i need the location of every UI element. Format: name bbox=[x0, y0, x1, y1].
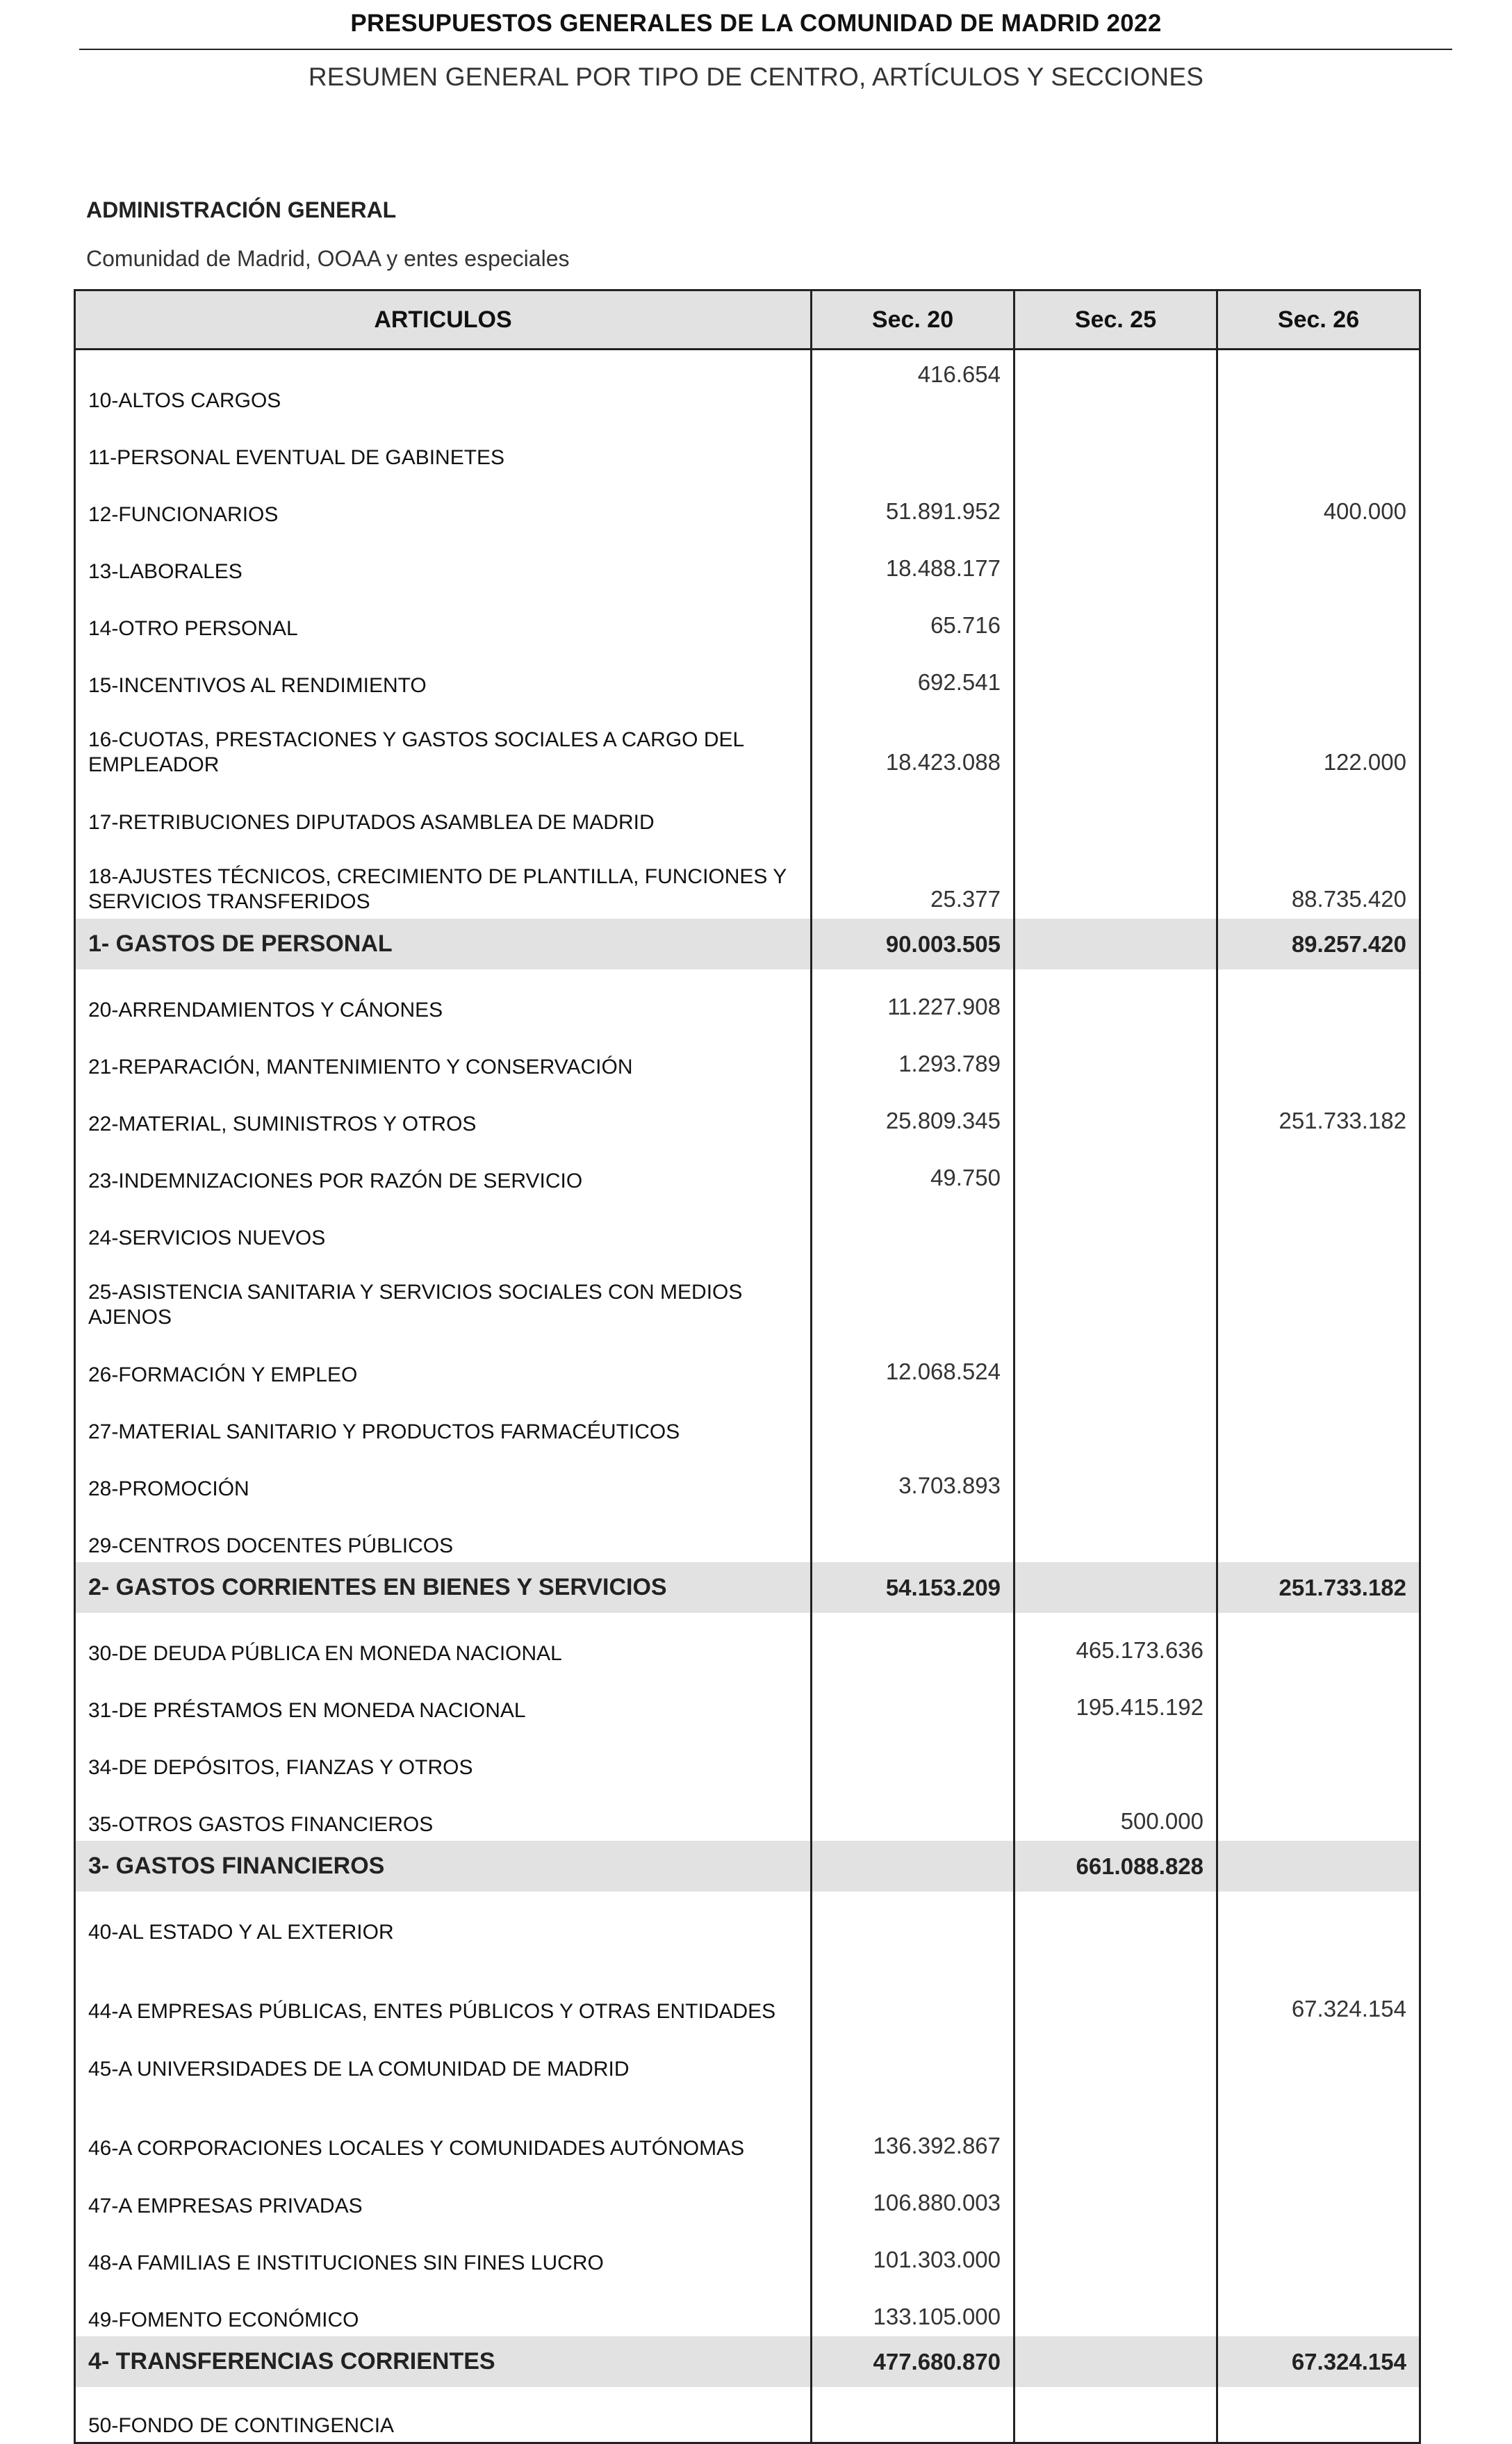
page-subtitle: RESUMEN GENERAL POR TIPO DE CENTRO, ARTÍCULOS Y SECCIONES bbox=[308, 63, 1204, 91]
table-row bbox=[75, 2028, 1420, 2085]
table-total-row bbox=[75, 919, 1420, 969]
cell-sec-25 bbox=[1014, 2028, 1217, 2085]
cell-sec-20: 3.703.893 bbox=[812, 1448, 1014, 1505]
cell-sec-20: 416.654 bbox=[812, 350, 1014, 418]
article-label: 20-ARRENDAMIENTOS Y CÁNONES bbox=[75, 969, 812, 1026]
cell-sec-26 bbox=[1217, 1727, 1420, 1784]
cell-sec-20: 133.105.000 bbox=[812, 2279, 1014, 2336]
table-row bbox=[75, 1254, 1420, 1334]
article-label: 31-DE PRÉSTAMOS EN MONEDA NACIONAL bbox=[75, 1670, 812, 1727]
cell-sec-26 bbox=[1217, 1254, 1420, 1334]
cell-sec-26 bbox=[1217, 1670, 1420, 1727]
cell-sec-25 bbox=[1014, 645, 1217, 702]
cell-sec-20: 49.750 bbox=[812, 1140, 1014, 1197]
article-label: 28-PROMOCIÓN bbox=[75, 1448, 812, 1505]
cell-sec-25 bbox=[1014, 1448, 1217, 1505]
article-label: 45-A UNIVERSIDADES DE LA COMUNIDAD DE MADRID bbox=[75, 2028, 812, 2085]
cell-sec-26 bbox=[1217, 350, 1420, 418]
cell-sec-26 bbox=[1217, 1197, 1420, 1254]
cell-sec-20 bbox=[812, 782, 1014, 839]
cell-sec-25 bbox=[1014, 1140, 1217, 1197]
total-label: 3- GASTOS FINANCIEROS bbox=[75, 1841, 812, 1892]
article-label: 50-FONDO DE CONTINGENCIA bbox=[75, 2387, 812, 2443]
table-row bbox=[75, 645, 1420, 702]
article-label: 49-FOMENTO ECONÓMICO bbox=[75, 2279, 812, 2336]
article-label: 10-ALTOS CARGOS bbox=[75, 350, 812, 418]
cell-sec-20: 1.293.789 bbox=[812, 1026, 1014, 1083]
cell-sec-26 bbox=[1217, 1505, 1420, 1562]
table-row bbox=[75, 1505, 1420, 1562]
cell-sec-26 bbox=[1217, 1841, 1420, 1892]
table-row bbox=[75, 350, 1420, 418]
article-label: 27-MATERIAL SANITARIO Y PRODUCTOS FARMACÉUTICOS bbox=[75, 1391, 812, 1448]
cell-sec-20: 18.488.177 bbox=[812, 531, 1014, 588]
cell-sec-26 bbox=[1217, 531, 1420, 588]
column-header-articulos: ARTICULOS bbox=[75, 290, 812, 350]
cell-sec-20: 477.680.870 bbox=[812, 2336, 1014, 2387]
section-heading: ADMINISTRACIÓN GENERAL bbox=[86, 197, 397, 222]
table-row bbox=[75, 1892, 1420, 1949]
cell-sec-26: 251.733.182 bbox=[1217, 1083, 1420, 1140]
table-row bbox=[75, 474, 1420, 531]
table-row bbox=[75, 531, 1420, 588]
cell-sec-20 bbox=[812, 1784, 1014, 1841]
cell-sec-26 bbox=[1217, 1140, 1420, 1197]
cell-sec-25 bbox=[1014, 2336, 1217, 2387]
article-label: 26-FORMACIÓN Y EMPLEO bbox=[75, 1334, 812, 1391]
cell-sec-25 bbox=[1014, 1254, 1217, 1334]
cell-sec-20 bbox=[812, 1670, 1014, 1727]
cell-sec-25 bbox=[1014, 2279, 1217, 2336]
cell-sec-26 bbox=[1217, 1448, 1420, 1505]
cell-sec-20: 51.891.952 bbox=[812, 474, 1014, 531]
article-label: 22-MATERIAL, SUMINISTROS Y OTROS bbox=[75, 1083, 812, 1140]
cell-sec-26 bbox=[1217, 1784, 1420, 1841]
cell-sec-26: 251.733.182 bbox=[1217, 1562, 1420, 1613]
cell-sec-20: 106.880.003 bbox=[812, 2165, 1014, 2222]
cell-sec-25 bbox=[1014, 1083, 1217, 1140]
table-row bbox=[75, 2085, 1420, 2165]
total-label: 1- GASTOS DE PERSONAL bbox=[75, 919, 812, 969]
cell-sec-26 bbox=[1217, 2222, 1420, 2279]
cell-sec-25: 195.415.192 bbox=[1014, 1670, 1217, 1727]
cell-sec-20: 25.377 bbox=[812, 839, 1014, 919]
article-label: 11-PERSONAL EVENTUAL DE GABINETES bbox=[75, 417, 812, 474]
cell-sec-26 bbox=[1217, 2165, 1420, 2222]
table-row bbox=[75, 702, 1420, 782]
table-row bbox=[75, 1140, 1420, 1197]
cell-sec-25 bbox=[1014, 1727, 1217, 1784]
cell-sec-20: 12.068.524 bbox=[812, 1334, 1014, 1391]
table-row bbox=[75, 1197, 1420, 1254]
section-subheading: Comunidad de Madrid, OOAA y entes especiales bbox=[86, 246, 570, 271]
cell-sec-20 bbox=[812, 1505, 1014, 1562]
table-row bbox=[75, 1613, 1420, 1670]
cell-sec-25 bbox=[1014, 782, 1217, 839]
cell-sec-20 bbox=[812, 1892, 1014, 1949]
cell-sec-20 bbox=[812, 1254, 1014, 1334]
page-title: PRESUPUESTOS GENERALES DE LA COMUNIDAD DE MADRID 2022 bbox=[350, 10, 1162, 37]
article-label: 30-DE DEUDA PÚBLICA EN MONEDA NACIONAL bbox=[75, 1613, 812, 1670]
cell-sec-26 bbox=[1217, 2028, 1420, 2085]
article-label: 35-OTROS GASTOS FINANCIEROS bbox=[75, 1784, 812, 1841]
cell-sec-20 bbox=[812, 2028, 1014, 2085]
table-row bbox=[75, 2222, 1420, 2279]
cell-sec-26: 400.000 bbox=[1217, 474, 1420, 531]
table-row bbox=[75, 1026, 1420, 1083]
cell-sec-26 bbox=[1217, 2387, 1420, 2443]
cell-sec-20 bbox=[812, 1197, 1014, 1254]
cell-sec-20 bbox=[812, 1613, 1014, 1670]
table-row bbox=[75, 417, 1420, 474]
table-row bbox=[75, 588, 1420, 645]
table-row bbox=[75, 1391, 1420, 1448]
cell-sec-26: 67.324.154 bbox=[1217, 1949, 1420, 2028]
cell-sec-20: 18.423.088 bbox=[812, 702, 1014, 782]
cell-sec-25 bbox=[1014, 350, 1217, 418]
cell-sec-20: 692.541 bbox=[812, 645, 1014, 702]
cell-sec-25 bbox=[1014, 474, 1217, 531]
table-row bbox=[75, 1083, 1420, 1140]
table-row bbox=[75, 782, 1420, 839]
cell-sec-20 bbox=[812, 1841, 1014, 1892]
cell-sec-25 bbox=[1014, 588, 1217, 645]
cell-sec-25 bbox=[1014, 702, 1217, 782]
table-row bbox=[75, 839, 1420, 919]
article-label: 16-CUOTAS, PRESTACIONES Y GASTOS SOCIALES A CARGO DEL EMPLEADOR bbox=[75, 702, 812, 782]
cell-sec-25 bbox=[1014, 1949, 1217, 2028]
table-row bbox=[75, 1448, 1420, 1505]
cell-sec-25 bbox=[1014, 1197, 1217, 1254]
table-row bbox=[75, 1949, 1420, 2028]
total-label: 2- GASTOS CORRIENTES EN BIENES Y SERVICIOS bbox=[75, 1562, 812, 1613]
column-header-sec-20: Sec. 20 bbox=[812, 290, 1014, 350]
article-label: 12-FUNCIONARIOS bbox=[75, 474, 812, 531]
cell-sec-25: 661.088.828 bbox=[1014, 1841, 1217, 1892]
cell-sec-26 bbox=[1217, 645, 1420, 702]
table-header-row bbox=[75, 290, 1420, 350]
cell-sec-20: 11.227.908 bbox=[812, 969, 1014, 1026]
cell-sec-25 bbox=[1014, 531, 1217, 588]
cell-sec-26: 122.000 bbox=[1217, 702, 1420, 782]
cell-sec-20 bbox=[812, 417, 1014, 474]
column-header-sec-25: Sec. 25 bbox=[1014, 290, 1217, 350]
table-row bbox=[75, 1670, 1420, 1727]
article-label: 17-RETRIBUCIONES DIPUTADOS ASAMBLEA DE MADRID bbox=[75, 782, 812, 839]
table-total-row bbox=[75, 1562, 1420, 1613]
cell-sec-25 bbox=[1014, 2387, 1217, 2443]
cell-sec-26 bbox=[1217, 1391, 1420, 1448]
article-label: 25-ASISTENCIA SANITARIA Y SERVICIOS SOCIALES CON MEDIOS AJENOS bbox=[75, 1254, 812, 1334]
cell-sec-20 bbox=[812, 1391, 1014, 1448]
cell-sec-25 bbox=[1014, 969, 1217, 1026]
cell-sec-20: 65.716 bbox=[812, 588, 1014, 645]
table-row bbox=[75, 1334, 1420, 1391]
cell-sec-25 bbox=[1014, 417, 1217, 474]
column-header-sec-26: Sec. 26 bbox=[1217, 290, 1420, 350]
cell-sec-26 bbox=[1217, 2085, 1420, 2165]
table-total-row bbox=[75, 2336, 1420, 2387]
cell-sec-20: 101.303.000 bbox=[812, 2222, 1014, 2279]
cell-sec-26 bbox=[1217, 588, 1420, 645]
cell-sec-25 bbox=[1014, 2085, 1217, 2165]
cell-sec-26: 89.257.420 bbox=[1217, 919, 1420, 969]
cell-sec-26 bbox=[1217, 969, 1420, 1026]
cell-sec-26 bbox=[1217, 782, 1420, 839]
table-row bbox=[75, 969, 1420, 1026]
cell-sec-25: 500.000 bbox=[1014, 1784, 1217, 1841]
table-row bbox=[75, 2279, 1420, 2336]
cell-sec-25 bbox=[1014, 1026, 1217, 1083]
cell-sec-25 bbox=[1014, 1391, 1217, 1448]
table-row bbox=[75, 1727, 1420, 1784]
article-label: 23-INDEMNIZACIONES POR RAZÓN DE SERVICIO bbox=[75, 1140, 812, 1197]
article-label: 15-INCENTIVOS AL RENDIMIENTO bbox=[75, 645, 812, 702]
table-total-row bbox=[75, 1841, 1420, 1892]
article-label: 47-A EMPRESAS PRIVADAS bbox=[75, 2165, 812, 2222]
article-label: 40-AL ESTADO Y AL EXTERIOR bbox=[75, 1892, 812, 1949]
title-divider bbox=[79, 49, 1452, 50]
cell-sec-26 bbox=[1217, 2279, 1420, 2336]
cell-sec-26 bbox=[1217, 1026, 1420, 1083]
cell-sec-25 bbox=[1014, 1334, 1217, 1391]
article-label: 18-AJUSTES TÉCNICOS, CRECIMIENTO DE PLANTILLA, FUNCIONES Y SERVICIOS TRANSFERIDOS bbox=[75, 839, 812, 919]
cell-sec-26: 67.324.154 bbox=[1217, 2336, 1420, 2387]
article-label: 46-A CORPORACIONES LOCALES Y COMUNIDADES AUTÓNOMAS bbox=[75, 2085, 812, 2165]
table-row bbox=[75, 1784, 1420, 1841]
cell-sec-25 bbox=[1014, 2165, 1217, 2222]
article-label: 44-A EMPRESAS PÚBLICAS, ENTES PÚBLICOS Y OTRAS ENTIDADES bbox=[75, 1949, 812, 2028]
cell-sec-20 bbox=[812, 1949, 1014, 2028]
budget-table bbox=[74, 289, 1421, 2444]
table-row bbox=[75, 2165, 1420, 2222]
article-label: 29-CENTROS DOCENTES PÚBLICOS bbox=[75, 1505, 812, 1562]
cell-sec-25 bbox=[1014, 1505, 1217, 1562]
cell-sec-25: 465.173.636 bbox=[1014, 1613, 1217, 1670]
article-label: 21-REPARACIÓN, MANTENIMIENTO Y CONSERVACIÓN bbox=[75, 1026, 812, 1083]
cell-sec-20: 90.003.505 bbox=[812, 919, 1014, 969]
cell-sec-20 bbox=[812, 1727, 1014, 1784]
cell-sec-20: 136.392.867 bbox=[812, 2085, 1014, 2165]
cell-sec-26 bbox=[1217, 1334, 1420, 1391]
article-label: 34-DE DEPÓSITOS, FIANZAS Y OTROS bbox=[75, 1727, 812, 1784]
cell-sec-20: 54.153.209 bbox=[812, 1562, 1014, 1613]
cell-sec-20: 25.809.345 bbox=[812, 1083, 1014, 1140]
article-label: 24-SERVICIOS NUEVOS bbox=[75, 1197, 812, 1254]
cell-sec-25 bbox=[1014, 919, 1217, 969]
article-label: 48-A FAMILIAS E INSTITUCIONES SIN FINES LUCRO bbox=[75, 2222, 812, 2279]
cell-sec-26 bbox=[1217, 1892, 1420, 1949]
total-label: 4- TRANSFERENCIAS CORRIENTES bbox=[75, 2336, 812, 2387]
cell-sec-26 bbox=[1217, 417, 1420, 474]
cell-sec-26 bbox=[1217, 1613, 1420, 1670]
article-label: 14-OTRO PERSONAL bbox=[75, 588, 812, 645]
cell-sec-25 bbox=[1014, 839, 1217, 919]
cell-sec-25 bbox=[1014, 1562, 1217, 1613]
cell-sec-26: 88.735.420 bbox=[1217, 839, 1420, 919]
cell-sec-25 bbox=[1014, 2222, 1217, 2279]
table-row bbox=[75, 2387, 1420, 2443]
article-label: 13-LABORALES bbox=[75, 531, 812, 588]
cell-sec-20 bbox=[812, 2387, 1014, 2443]
cell-sec-25 bbox=[1014, 1892, 1217, 1949]
